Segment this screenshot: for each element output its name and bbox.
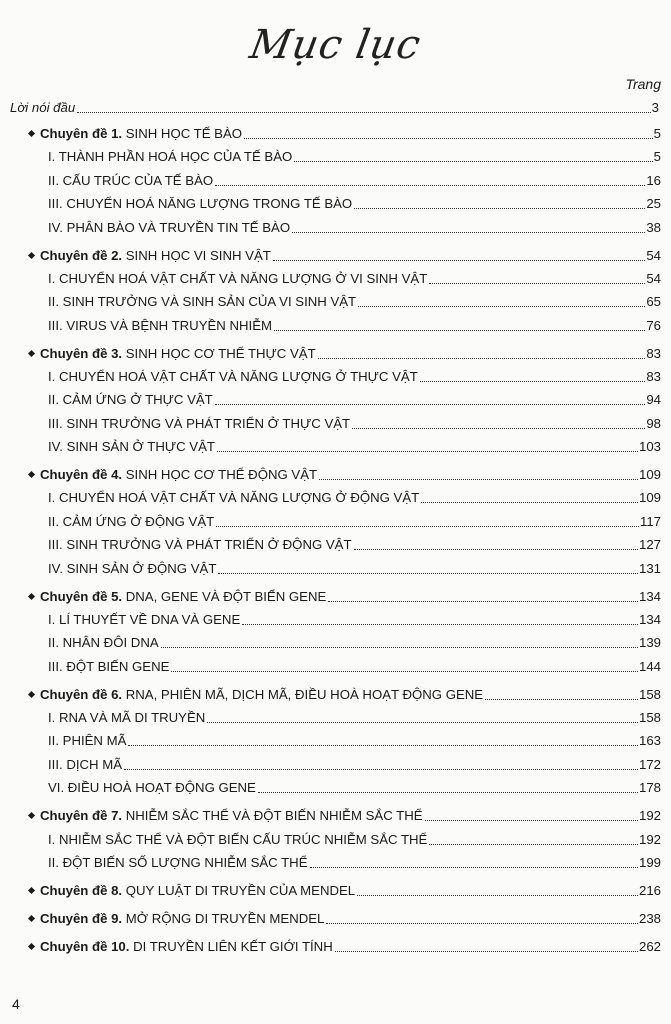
chapter-title: SINH HỌC CƠ THỂ ĐỘNG VẬT bbox=[125, 467, 318, 482]
toc-section-entry bbox=[48, 435, 661, 455]
dot-leader bbox=[128, 745, 638, 746]
toc-entry-title: I. NHIỄM SẮC THỂ VÀ ĐỘT BIẾN CẤU TRÚC NHIỄM SẮC THỂ bbox=[48, 832, 428, 847]
bullet-diamond-icon bbox=[28, 349, 35, 356]
toc-section-entry bbox=[48, 365, 661, 385]
bullet-diamond-icon bbox=[28, 592, 35, 599]
dot-leader bbox=[218, 573, 638, 574]
chapter-prefix: Chuyên đề 1. bbox=[40, 126, 123, 141]
chapter-title: SINH HỌC VI SINH VẬT bbox=[125, 248, 271, 263]
toc-section-entry bbox=[48, 314, 661, 334]
toc-entry-page: 16 bbox=[646, 173, 661, 188]
toc-entry-title bbox=[28, 126, 242, 142]
dot-leader bbox=[273, 260, 645, 261]
dot-leader bbox=[161, 647, 638, 648]
toc-entry-title: III. DỊCH MÃ bbox=[48, 757, 122, 772]
toc-entry-title bbox=[28, 911, 324, 927]
toc-entry-title: II. NHÂN ĐÔI DNA bbox=[48, 635, 159, 650]
toc-entry-page: 139 bbox=[638, 635, 661, 650]
toc-chapter-entry bbox=[28, 463, 661, 483]
toc-entry-title: IV. SINH SẢN Ở THỰC VẬT bbox=[48, 439, 215, 454]
toc-section-entry bbox=[48, 192, 661, 212]
toc-section-entry bbox=[48, 706, 661, 726]
toc-entry-title: VI. ĐIỀU HOÀ HOẠT ĐỘNG GENE bbox=[48, 780, 256, 795]
toc-entry-page: 238 bbox=[638, 911, 661, 926]
toc-section-entry bbox=[48, 388, 661, 408]
toc-section-entry bbox=[48, 753, 661, 773]
toc-entry-page: 65 bbox=[646, 294, 661, 309]
toc-entry-page: 109 bbox=[638, 490, 661, 505]
toc-chapter-entry bbox=[28, 122, 661, 142]
page-column-header: Trang bbox=[625, 76, 661, 92]
chapter-title: DNA, GENE VÀ ĐỘT BIẾN GENE bbox=[125, 589, 327, 604]
toc-entry-title: I. CHUYỂN HOÁ VẬT CHẤT VÀ NĂNG LƯỢNG Ở VI SINH VẬT bbox=[48, 271, 428, 286]
toc-entry-page: 3 bbox=[651, 100, 659, 115]
toc-section-entry bbox=[48, 851, 661, 871]
footer-page-number: 4 bbox=[12, 996, 20, 1012]
toc-entry-title bbox=[28, 939, 333, 955]
chapter-prefix: Chuyên đề 6. bbox=[40, 687, 123, 702]
dot-leader bbox=[429, 283, 645, 284]
toc-section-entry bbox=[48, 216, 661, 236]
dot-leader bbox=[420, 381, 646, 382]
dot-leader bbox=[216, 526, 639, 527]
bullet-diamond-icon bbox=[28, 690, 35, 697]
toc-section-entry bbox=[48, 557, 661, 577]
dot-leader bbox=[354, 549, 638, 550]
toc-section-entry bbox=[48, 533, 661, 553]
toc-entry-page: 158 bbox=[638, 687, 661, 702]
chapter-prefix: Chuyên đề 9. bbox=[40, 911, 123, 926]
toc-entry-title: II. CẢM ỨNG Ở THỰC VẬT bbox=[48, 392, 213, 407]
toc-entry-page: 131 bbox=[638, 561, 661, 576]
toc-chapter-entry bbox=[28, 585, 661, 605]
dot-leader bbox=[358, 306, 645, 307]
bullet-diamond-icon bbox=[28, 886, 35, 893]
bullet-diamond-icon bbox=[28, 811, 35, 818]
chapter-title: SINH HỌC CƠ THỂ THỰC VẬT bbox=[125, 346, 316, 361]
toc-entry-title: III. SINH TRƯỞNG VÀ PHÁT TRIỂN Ở ĐỘNG VẬT bbox=[48, 537, 352, 552]
toc-entry-title: I. CHUYỂN HOÁ VẬT CHẤT VÀ NĂNG LƯỢNG Ở ĐỘNG VẬT bbox=[48, 490, 420, 505]
toc-section-entry bbox=[48, 828, 661, 848]
dot-leader bbox=[310, 867, 638, 868]
toc-entry-page: 216 bbox=[638, 883, 661, 898]
toc-entry-page: 83 bbox=[646, 369, 661, 384]
dot-leader bbox=[258, 792, 638, 793]
chapter-prefix: Chuyên đề 10. bbox=[40, 939, 130, 954]
toc-entry-title bbox=[28, 808, 423, 824]
toc-entry-title: Lời nói đầu bbox=[10, 100, 76, 115]
toc-entry-title: III. SINH TRƯỞNG VÀ PHÁT TRIỂN Ở THỰC VẬT bbox=[48, 416, 351, 431]
toc-entry-page: 109 bbox=[638, 467, 661, 482]
dot-leader bbox=[326, 923, 638, 924]
dot-leader bbox=[207, 722, 638, 723]
bullet-diamond-icon bbox=[28, 914, 35, 921]
chapter-prefix: Chuyên đề 7. bbox=[40, 808, 123, 823]
page-title: Mục lục bbox=[246, 22, 425, 68]
toc-entry-title: IV. SINH SẢN Ở ĐỘNG VẬT bbox=[48, 561, 217, 576]
toc-section-entry bbox=[48, 631, 661, 651]
dot-leader bbox=[294, 161, 652, 162]
toc-entry-page: 117 bbox=[639, 514, 661, 529]
toc-section-entry bbox=[48, 655, 661, 675]
toc-entry-title bbox=[28, 883, 355, 899]
toc-section-entry bbox=[48, 729, 661, 749]
chapter-title: RNA, PHIÊN MÃ, DỊCH MÃ, ĐIỀU HOÀ HOẠT ĐỘNG GENE bbox=[125, 687, 484, 702]
bullet-diamond-icon bbox=[28, 251, 35, 258]
toc-entry-page: 144 bbox=[638, 659, 661, 674]
toc-chapter-entry bbox=[28, 935, 661, 955]
toc-section-entry bbox=[48, 486, 661, 506]
dot-leader bbox=[215, 185, 645, 186]
toc-section-entry bbox=[48, 412, 661, 432]
toc-entry-page: 158 bbox=[638, 710, 661, 725]
toc-section-entry bbox=[48, 608, 661, 628]
chapter-title: NHIỄM SẮC THỂ VÀ ĐỘT BIẾN NHIỄM SẮC THỂ bbox=[125, 808, 423, 823]
toc-section-entry bbox=[48, 776, 661, 796]
toc-entry-title: III. ĐỘT BIẾN GENE bbox=[48, 659, 170, 674]
toc-entry-intro bbox=[10, 96, 659, 116]
dot-leader bbox=[215, 404, 646, 405]
dot-leader bbox=[485, 699, 638, 700]
toc-entry-title: II. SINH TRƯỞNG VÀ SINH SẢN CỦA VI SINH VẬT bbox=[48, 294, 357, 309]
toc-entry-page: 134 bbox=[638, 612, 661, 627]
dot-leader bbox=[274, 330, 645, 331]
toc-section-entry bbox=[48, 290, 661, 310]
toc-section-entry bbox=[48, 145, 661, 165]
toc-entry-page: 172 bbox=[638, 757, 661, 772]
toc-entry-title bbox=[28, 687, 483, 703]
toc-entry-title: II. ĐỘT BIẾN SỐ LƯỢNG NHIỄM SẮC THỂ bbox=[48, 855, 308, 870]
toc-entry-page: 5 bbox=[653, 126, 661, 141]
dot-leader bbox=[217, 451, 638, 452]
dot-leader bbox=[244, 138, 653, 139]
toc-entry-page: 134 bbox=[638, 589, 661, 604]
toc-entry-page: 83 bbox=[646, 346, 661, 361]
bullet-diamond-icon bbox=[28, 129, 35, 136]
toc-entry-page: 103 bbox=[638, 439, 661, 454]
toc-entry-title bbox=[28, 346, 316, 362]
toc-entry-page: 5 bbox=[653, 149, 661, 164]
dot-leader bbox=[171, 671, 638, 672]
toc-entry-page: 76 bbox=[646, 318, 661, 333]
dot-leader bbox=[429, 844, 638, 845]
dot-leader bbox=[357, 895, 638, 896]
toc-entry-title: IV. PHÂN BÀO VÀ TRUYỀN TIN TẾ BÀO bbox=[48, 220, 291, 235]
dot-leader bbox=[335, 951, 638, 952]
chapter-prefix: Chuyên đề 5. bbox=[40, 589, 123, 604]
toc-entry-page: 38 bbox=[646, 220, 661, 235]
dot-leader bbox=[77, 112, 650, 113]
toc-entry-title: III. VIRUS VÀ BỆNH TRUYỀN NHIỄM bbox=[48, 318, 272, 333]
toc-entry-page: 192 bbox=[638, 832, 661, 847]
toc-entry-page: 262 bbox=[638, 939, 661, 954]
toc-entry-title: I. LÍ THUYẾT VỀ DNA VÀ GENE bbox=[48, 612, 241, 627]
chapter-title: DI TRUYỀN LIÊN KẾT GIỚI TÍNH bbox=[133, 939, 333, 954]
toc-entry-page: 199 bbox=[638, 855, 661, 870]
toc-entry-title: II. PHIÊN MÃ bbox=[48, 733, 127, 748]
toc-entry-title: III. CHUYỂN HOÁ NĂNG LƯỢNG TRONG TẾ BÀO bbox=[48, 196, 353, 211]
toc-chapter-entry bbox=[28, 683, 661, 703]
toc-chapter-entry bbox=[28, 879, 661, 899]
chapter-title: SINH HỌC TẾ BÀO bbox=[125, 126, 243, 141]
chapter-prefix: Chuyên đề 3. bbox=[40, 346, 123, 361]
chapter-title: MỞ RỘNG DI TRUYỀN MENDEL bbox=[125, 911, 325, 926]
toc-entry-title bbox=[28, 248, 271, 264]
toc-entry-page: 25 bbox=[646, 196, 661, 211]
dot-leader bbox=[425, 820, 638, 821]
toc-entry-page: 192 bbox=[638, 808, 661, 823]
toc-entry-page: 54 bbox=[646, 271, 661, 286]
toc-entry-page: 98 bbox=[646, 416, 661, 431]
toc-entry-title: II. CẤU TRÚC CỦA TẾ BÀO bbox=[48, 173, 214, 188]
toc-chapter-entry bbox=[28, 804, 661, 824]
toc-section-entry bbox=[48, 169, 661, 189]
toc-entry-page: 94 bbox=[646, 392, 661, 407]
toc-chapter-entry bbox=[28, 244, 661, 264]
toc-entry-title bbox=[28, 589, 326, 605]
toc-entry-page: 127 bbox=[638, 537, 661, 552]
dot-leader bbox=[292, 232, 645, 233]
toc-section-entry bbox=[48, 510, 661, 530]
toc-chapter-entry bbox=[28, 907, 661, 927]
bullet-diamond-icon bbox=[28, 470, 35, 477]
dot-leader bbox=[318, 358, 646, 359]
toc-entry-page: 54 bbox=[646, 248, 661, 263]
chapter-prefix: Chuyên đề 2. bbox=[40, 248, 123, 263]
bullet-diamond-icon bbox=[28, 942, 35, 949]
dot-leader bbox=[328, 601, 638, 602]
toc-entry-page: 163 bbox=[638, 733, 661, 748]
chapter-prefix: Chuyên đề 8. bbox=[40, 883, 123, 898]
toc-chapter-entry bbox=[28, 342, 661, 362]
toc-entry-title bbox=[28, 467, 317, 483]
toc-entry-page: 178 bbox=[638, 780, 661, 795]
toc-section-entry bbox=[48, 267, 661, 287]
toc-entry-title: I. RNA VÀ MÃ DI TRUYỀN bbox=[48, 710, 206, 725]
dot-leader bbox=[352, 428, 645, 429]
dot-leader bbox=[242, 624, 638, 625]
chapter-title: QUY LUẬT DI TRUYỀN CỦA MENDEL bbox=[125, 883, 356, 898]
toc-entry-title: I. THÀNH PHẦN HOÁ HỌC CỦA TẾ BÀO bbox=[48, 149, 293, 164]
toc-entry-title: II. CẢM ỨNG Ở ĐỘNG VẬT bbox=[48, 514, 215, 529]
dot-leader bbox=[319, 479, 638, 480]
toc-entry-title: I. CHUYỂN HOÁ VẬT CHẤT VÀ NĂNG LƯỢNG Ở THỰC VẬT bbox=[48, 369, 418, 384]
dot-leader bbox=[354, 208, 645, 209]
chapter-prefix: Chuyên đề 4. bbox=[40, 467, 123, 482]
dot-leader bbox=[421, 502, 638, 503]
dot-leader bbox=[124, 769, 638, 770]
